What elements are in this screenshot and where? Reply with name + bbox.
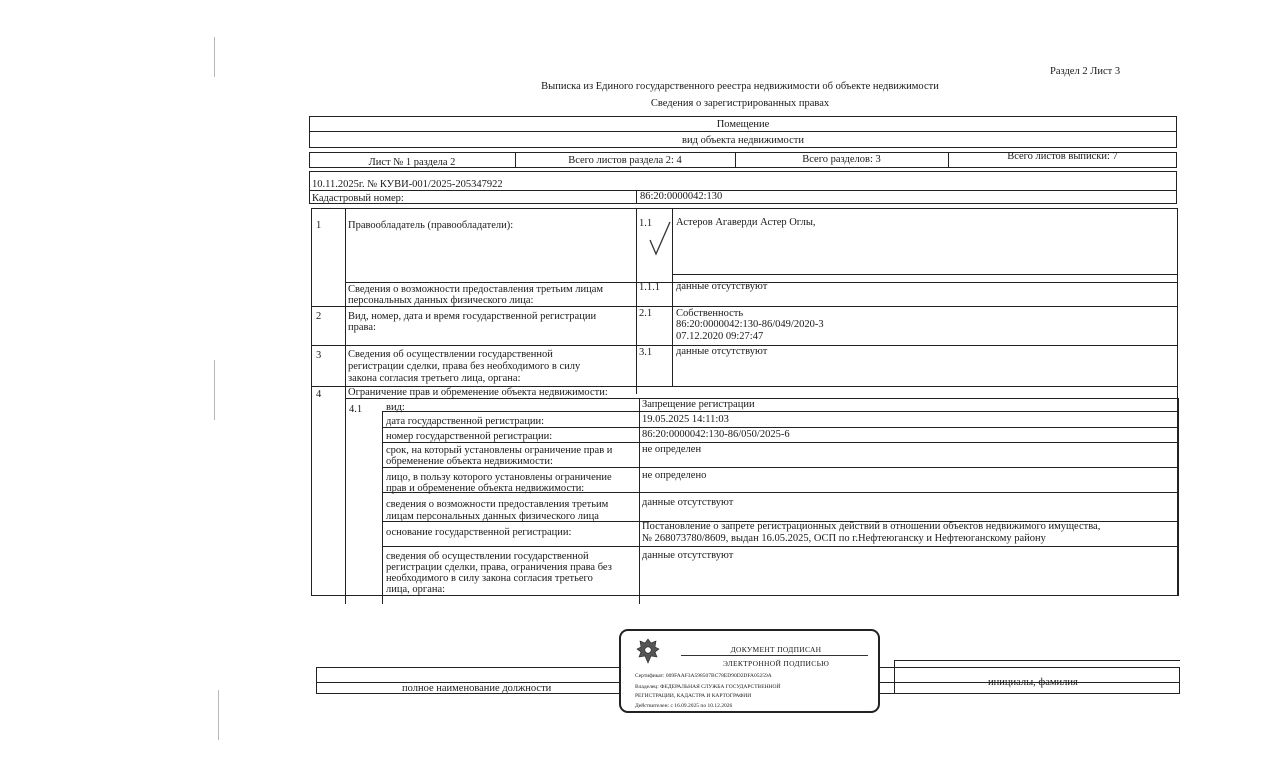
encumbrance-term-value: не определен	[642, 444, 702, 455]
registration-label-2: права:	[348, 322, 376, 333]
row-4-1-subnumber: 4.1	[349, 404, 363, 415]
stamp-owner-line-1: Владелец: ФЕДЕРАЛЬНАЯ СЛУЖБА ГОСУДАРСТВЕННОЙ	[635, 684, 781, 690]
encumbrance-label: Ограничение прав и обременение объекта недвижимости:	[348, 387, 608, 398]
deal-value: данные отсутствуют	[676, 346, 768, 357]
encumbrance-deal-value: данные отсутствуют	[642, 550, 734, 561]
encumbrance-basis-value-2: № 268073780/8609, выдан 16.05.2025, ОСП по г.Нефтеюганску и Нефтеюганскому району	[642, 533, 1046, 544]
deal-label-2: регистрации сделки, права без необходимого в силу	[348, 361, 581, 372]
encumbrance-pd-label-2: лицам персональных данных физического лица	[386, 511, 599, 522]
right-registration-date: 07.12.2020 09:27:47	[676, 331, 764, 342]
row-4-number: 4	[316, 389, 322, 400]
row-3-number: 3	[316, 350, 322, 361]
encumbrance-term-label-1: срок, на который установлены ограничение прав и	[386, 445, 613, 456]
encumbrance-date-label: дата государственной регистрации:	[386, 416, 545, 427]
encumbrance-number-label: номер государственной регистрации:	[386, 431, 553, 442]
position-caption: полное наименование должности	[402, 683, 552, 694]
extract-number: 10.11.2025г. № КУВИ-001/2025-205347922	[312, 179, 503, 190]
scan-edge-line	[214, 360, 215, 420]
encumbrance-basis-label: основание государственной регистрации:	[386, 527, 572, 538]
encumbrance-person-value: не определено	[642, 470, 707, 481]
encumbrance-pd-label-1: сведения о возможности предоставления третьим	[386, 499, 609, 510]
row-1-number: 1	[316, 220, 322, 231]
personal-data-label-1: Сведения о возможности предоставления третьим лицам	[348, 284, 604, 295]
encumbrance-number-value: 86:20:0000042:130-86/050/2025-6	[642, 429, 790, 440]
initials-caption: инициалы, фамилия	[988, 677, 1078, 688]
cadastral-number: 86:20:0000042:130	[640, 191, 723, 202]
encumbrance-deal-label-3: необходимого в силу закона согласия третьего	[386, 573, 593, 584]
emblem-icon	[635, 637, 661, 667]
row-1-1-1-subnumber: 1.1.1	[639, 282, 660, 293]
encumbrance-pd-value: данные отсутствуют	[642, 497, 734, 508]
stamp-owner-line-2: РЕГИСТРАЦИИ, КАДАСТРА И КАРТОГРАФИИ	[635, 693, 752, 699]
deal-label-3: закона согласия третьего лица, органа:	[348, 373, 521, 384]
stamp-validity: Действителен: с 16.09.2025 по 10.12.2026	[635, 703, 733, 709]
checkmark-icon	[648, 220, 672, 258]
rightholder-name: Астеров Агаверди Астер Оглы,	[676, 217, 816, 228]
scan-edge-line	[214, 37, 215, 77]
encumbrance-deal-label-2: регистрации сделки, права, ограничения права без	[386, 562, 612, 573]
stamp-title-line-1: ДОКУМЕНТ ПОДПИСАН	[730, 645, 822, 654]
stamp-certificate: Сертификат: 009FAAF3A598507BC78ED90D2DFA05259A	[635, 673, 772, 679]
encumbrance-person-label-1: лицо, в пользу которого установлены ограничение	[386, 472, 612, 483]
stamp-title-line-2: ЭЛЕКТРОННОЙ ПОДПИСЬЮ	[722, 659, 830, 668]
personal-data-label-2: персональных данных физического лица:	[348, 295, 534, 306]
object-type-value: Помещение	[716, 119, 770, 130]
encumbrance-term-label-2: обременение объекта недвижимости:	[386, 456, 553, 467]
encumbrance-person-label-2: прав и обременение объекта недвижимости:	[386, 483, 585, 494]
total-sections: Всего разделов: 3	[802, 154, 881, 165]
right-type: Собственность	[676, 308, 744, 319]
sheet-number: Лист № 1 раздела 2	[368, 157, 456, 168]
row-1-subnumber: 1.1	[639, 218, 653, 229]
row-2-subnumber: 2.1	[639, 308, 653, 319]
row-3-subnumber: 3.1	[639, 347, 653, 358]
registration-label-1: Вид, номер, дата и время государственной регистрации	[348, 311, 597, 322]
encumbrance-deal-label-1: сведения об осуществлении государственной	[386, 551, 589, 562]
deal-label-1: Сведения об осуществлении государственной	[348, 349, 553, 360]
encumbrance-deal-label-4: лица, органа:	[386, 584, 446, 595]
page-reference: Раздел 2 Лист 3	[1050, 66, 1121, 77]
object-type-caption: вид объекта недвижимости	[682, 135, 804, 146]
electronic-signature-stamp	[619, 629, 880, 713]
document-title: Выписка из Единого государственного реестра недвижимости об объекте недвижимости	[541, 81, 939, 92]
cadastral-label: Кадастровый номер:	[312, 193, 404, 204]
document-subtitle: Сведения о зарегистрированных правах	[650, 98, 830, 109]
total-sheets: Всего листов выписки: 7	[1007, 151, 1118, 162]
encumbrance-date-value: 19.05.2025 14:11:03	[642, 414, 729, 425]
scan-edge-line	[218, 690, 219, 740]
encumbrance-kind-value: Запрещение регистрации	[642, 399, 755, 410]
section-sheets-count: Всего листов раздела 2: 4	[568, 155, 682, 166]
rightholder-label: Правообладатель (правообладатели):	[348, 220, 514, 231]
encumbrance-kind-label: вид:	[386, 402, 405, 413]
encumbrance-basis-value-1: Постановление о запрете регистрационных действий в отношении объектов недвижимого имущества,	[642, 521, 1101, 532]
row-2-number: 2	[316, 311, 322, 322]
right-registration-number: 86:20:0000042:130-86/049/2020-3	[676, 319, 824, 330]
personal-data-value: данные отсутствуют	[676, 281, 768, 292]
